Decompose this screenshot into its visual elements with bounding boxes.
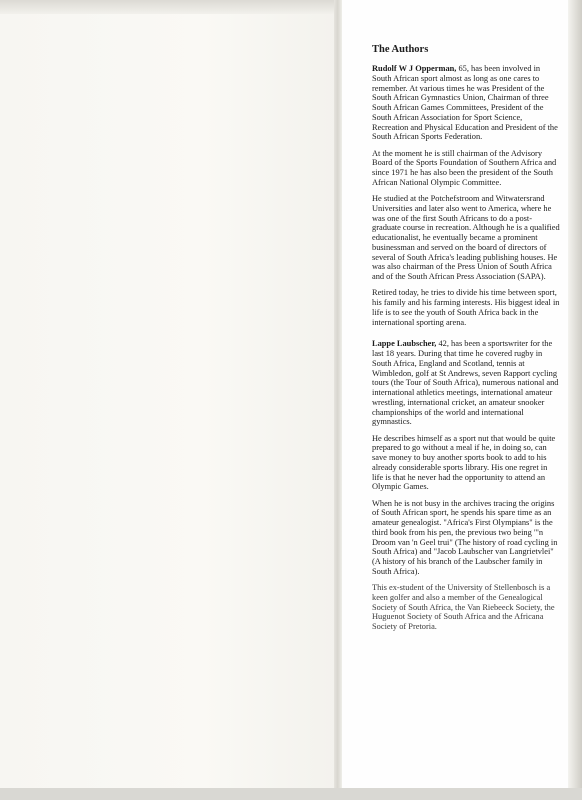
section-title: The Authors <box>372 44 429 55</box>
author-2-paragraph-4: This ex-student of the University of Stellenbosch is a keen golfer and also a member of the Genealogical Society of South Africa, the Van Riebeeck Society, the Huguenot Society of South Africa and the Africana Society of Pretoria. <box>372 583 555 631</box>
author-1-intro: 65, has been involved in South African sport almost as long as one cares to remember. At various times he was President of the South African Gymnastics Union, Chairman of three South African Games Committees, President of the South African Association for Sport Science, Recreation and Physical Education and President of the South African Sports Federation. <box>372 64 558 142</box>
author-2-name: Lappe Laubscher, <box>372 339 437 349</box>
author-1-paragraph-4: Retired today, he tries to divide his time between sport, his family and his farming interests. His biggest ideal in life is to see the youth of South Africa back in the international sporting arena. <box>372 288 560 327</box>
right-page-edge <box>568 0 582 800</box>
author-2-paragraph-1 <box>372 339 560 427</box>
author-2-paragraph-2: He describes himself as a sport nut that would be quite prepared to go without a meal if he, in doing so, can save money to buy another sports book to add to his already considerable sports library. His one regret in life is that he never had the opportunity to attend an Olympic Games. <box>372 433 556 492</box>
author-1-name: Rudolf W J Opperman, <box>372 64 457 73</box>
author-1-paragraph-3: He studied at the Potchefstroom and Witwatersrand Universities and later also went to America, where he was one of the first South Africans to do a post-graduate course in recreation. Although he is a qualified educationalist, he eventually became a prominent businessman and served on the board of directors of several of South Africa's leading publishing houses. He was also chairman of the Press Union of South Africa and of the South African Press Association (SAPA). <box>372 194 560 281</box>
author-1-paragraph-1 <box>372 64 560 142</box>
author-2-intro: 42, has been a sportswriter for the last 18 years. During that time he covered rugby in South Africa, England and Scotland, tennis at Wimbledon, golf at St Andrews, seven Rapport cycling tours (the Tour of South Africa), numerous national and international athletics meetings, international amateur wrestling, international cricket, an amateur snooker championships of the world and international gymnastics. <box>372 339 559 427</box>
author-1-paragraph-2: At the moment he is still chairman of the Advisory Board of the Sports Foundation of Southern Africa and since 1971 he has also been the president of the South African National Olympic Committee. <box>372 148 557 187</box>
authors-section <box>372 44 560 638</box>
page-fold <box>334 0 342 800</box>
author-2-paragraph-3: When he is not busy in the archives tracing the origins of South African sport, he spends his spare time as an amateur genealogist. "Africa's First Olympians" is the third book from his pen, the previous two being "'n Droom van 'n Geel trui" (The history of road cycling in South Africa) and "Jacob Laubscher van Langrietvlei" (A history of his branch of the Laubscher family in South Africa). <box>372 498 558 576</box>
top-page-edge <box>0 0 338 14</box>
bottom-page-edge <box>0 788 582 800</box>
